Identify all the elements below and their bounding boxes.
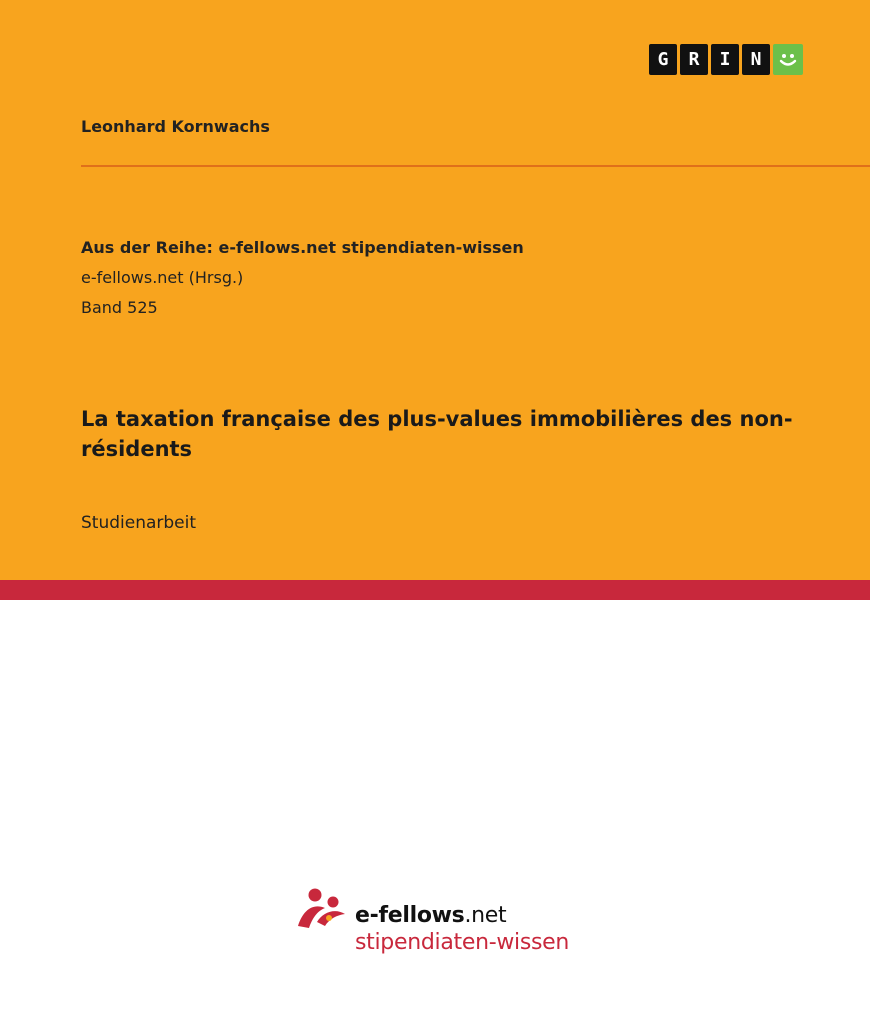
e-fellows-logo-icon [295, 886, 351, 941]
document-type: Studienarbeit [81, 513, 197, 533]
wordmark-main: e-fellows [355, 903, 465, 928]
author-name: Leonhard Kornwachs [81, 117, 270, 136]
grin-letter: R [680, 44, 708, 75]
series-volume: Band 525 [81, 298, 158, 317]
series-editor: e-fellows.net (Hrsg.) [81, 268, 244, 287]
wordmark-suffix: .net [464, 903, 507, 928]
grin-letter: I [711, 44, 739, 75]
series-info [81, 238, 524, 328]
smile-icon [773, 44, 803, 75]
e-fellows-wordmark [355, 903, 506, 928]
series-name: Aus der Reihe: e-fellows.net stipendiaten-wissen [81, 238, 524, 257]
grin-letter: N [742, 44, 770, 75]
e-fellows-tagline: stipendiaten-wissen [355, 930, 570, 955]
divider [81, 165, 870, 167]
grin-letter: G [649, 44, 677, 75]
grin-logo [649, 44, 803, 75]
cover-band [0, 580, 870, 600]
book-title: La taxation française des plus-values immobilières des non-résidents [81, 407, 793, 461]
